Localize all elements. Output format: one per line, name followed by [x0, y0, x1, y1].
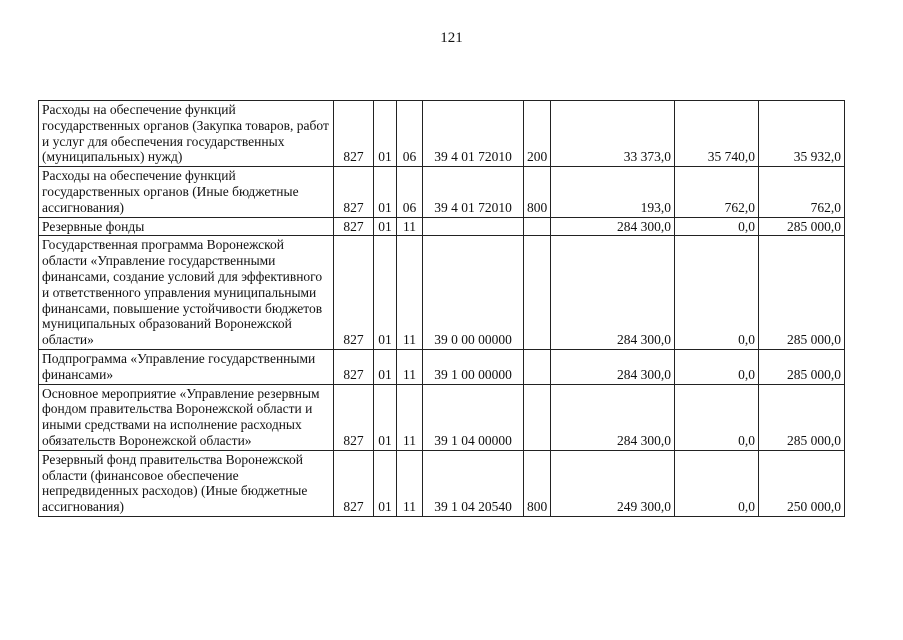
- cell-section: 01: [374, 450, 397, 516]
- cell-name: Расходы на обеспечение функций государственных органов (Иные бюджетные ассигнования): [39, 167, 334, 217]
- cell-section: 01: [374, 217, 397, 236]
- cell-name: Подпрограмма «Управление государственными финансами»: [39, 349, 334, 384]
- cell-section: 01: [374, 349, 397, 384]
- table-row: [39, 450, 845, 516]
- cell-ministry: 827: [334, 349, 374, 384]
- cell-subsection: 11: [397, 236, 423, 350]
- cell-year2: 0,0: [675, 217, 759, 236]
- cell-year1: 284 300,0: [551, 384, 675, 450]
- cell-name: Основное мероприятие «Управление резервным фондом правительства Воронежской области и иными средствами на исполнение расходных обязательств Воронежской области»: [39, 384, 334, 450]
- cell-section: 01: [374, 236, 397, 350]
- cell-year1: 33 373,0: [551, 101, 675, 167]
- cell-year2: 35 740,0: [675, 101, 759, 167]
- cell-year3: 250 000,0: [759, 450, 845, 516]
- cell-ministry: 827: [334, 450, 374, 516]
- cell-name: Резервные фонды: [39, 217, 334, 236]
- cell-expense-type: [524, 384, 551, 450]
- budget-table: [38, 100, 845, 517]
- cell-name: Резервный фонд правительства Воронежской области (финансовое обеспечение непредвиденных расходов) (Иные бюджетные ассигнования): [39, 450, 334, 516]
- cell-ministry: 827: [334, 101, 374, 167]
- cell-year2: 0,0: [675, 450, 759, 516]
- cell-year1: 193,0: [551, 167, 675, 217]
- cell-year1: 284 300,0: [551, 236, 675, 350]
- cell-target: 39 1 04 20540: [423, 450, 524, 516]
- cell-target: 39 1 04 00000: [423, 384, 524, 450]
- cell-year2: 0,0: [675, 349, 759, 384]
- cell-subsection: 06: [397, 101, 423, 167]
- cell-year1: 284 300,0: [551, 349, 675, 384]
- cell-target: 39 4 01 72010: [423, 167, 524, 217]
- cell-target: 39 0 00 00000: [423, 236, 524, 350]
- cell-year2: 762,0: [675, 167, 759, 217]
- cell-year3: 285 000,0: [759, 217, 845, 236]
- cell-year3: 762,0: [759, 167, 845, 217]
- cell-section: 01: [374, 167, 397, 217]
- cell-subsection: 11: [397, 217, 423, 236]
- table-row: [39, 217, 845, 236]
- cell-year1: 249 300,0: [551, 450, 675, 516]
- table-row: [39, 236, 845, 350]
- table-body: [39, 101, 845, 517]
- cell-section: 01: [374, 101, 397, 167]
- cell-expense-type: 800: [524, 167, 551, 217]
- cell-expense-type: [524, 217, 551, 236]
- table-row: [39, 384, 845, 450]
- cell-name: Государственная программа Воронежской области «Управление государственными финансами, создание условий для эффективного и ответственного управления муниципальными финансами, повышение устойчивости бюджетов муниципальных образований Воронежской области»: [39, 236, 334, 350]
- cell-year3: 285 000,0: [759, 384, 845, 450]
- cell-subsection: 11: [397, 450, 423, 516]
- cell-ministry: 827: [334, 167, 374, 217]
- cell-year3: 35 932,0: [759, 101, 845, 167]
- cell-expense-type: [524, 236, 551, 350]
- cell-ministry: 827: [334, 236, 374, 350]
- cell-target: 39 1 00 00000: [423, 349, 524, 384]
- table-row: [39, 101, 845, 167]
- cell-name: Расходы на обеспечение функций государственных органов (Закупка товаров, работ и услуг для обеспечения государственных (муниципальных) нужд): [39, 101, 334, 167]
- cell-subsection: 11: [397, 384, 423, 450]
- cell-target: 39 4 01 72010: [423, 101, 524, 167]
- cell-section: 01: [374, 384, 397, 450]
- cell-year1: 284 300,0: [551, 217, 675, 236]
- cell-expense-type: 800: [524, 450, 551, 516]
- cell-ministry: 827: [334, 217, 374, 236]
- table-row: [39, 167, 845, 217]
- cell-expense-type: [524, 349, 551, 384]
- cell-year2: 0,0: [675, 236, 759, 350]
- cell-expense-type: 200: [524, 101, 551, 167]
- cell-ministry: 827: [334, 384, 374, 450]
- cell-target: [423, 217, 524, 236]
- cell-subsection: 11: [397, 349, 423, 384]
- cell-subsection: 06: [397, 167, 423, 217]
- cell-year2: 0,0: [675, 384, 759, 450]
- page-number: 121: [440, 30, 463, 46]
- cell-year3: 285 000,0: [759, 236, 845, 350]
- cell-year3: 285 000,0: [759, 349, 845, 384]
- table-row: [39, 349, 845, 384]
